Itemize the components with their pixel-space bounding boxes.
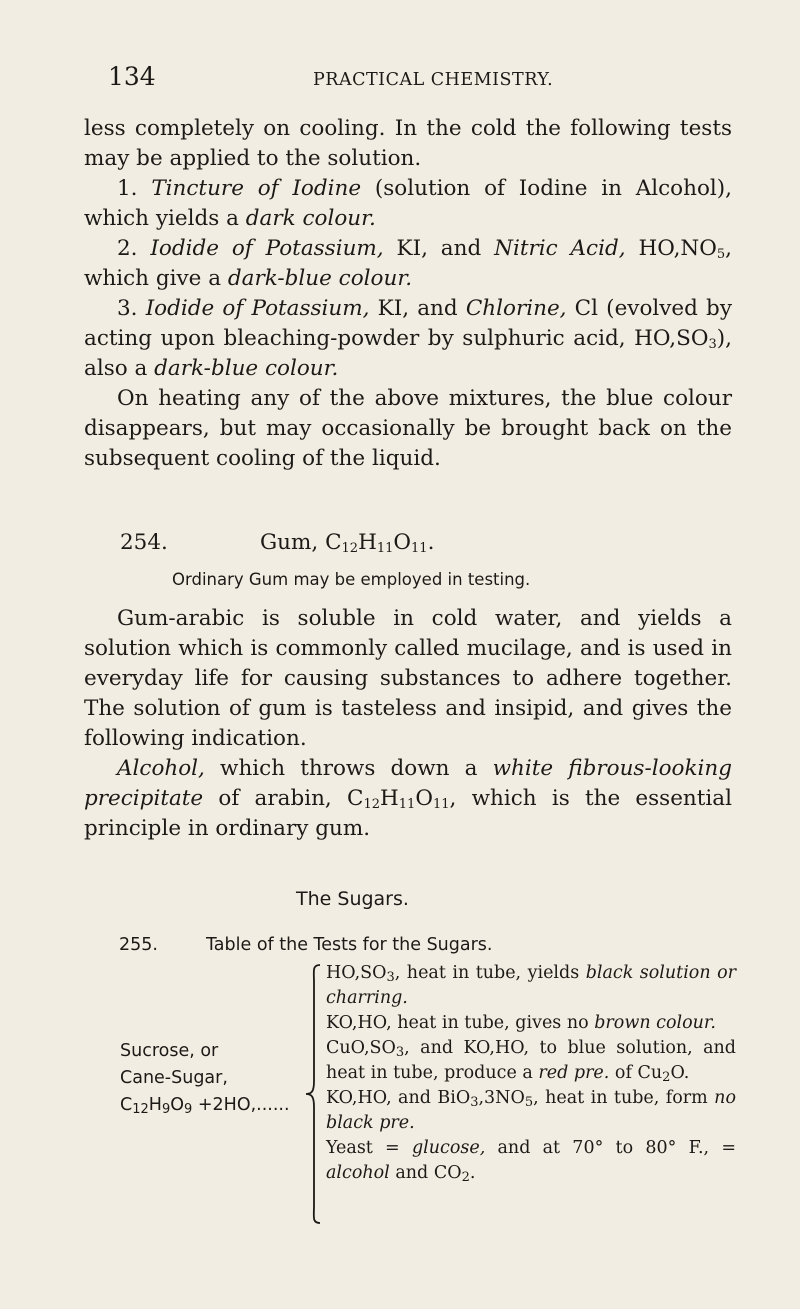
gum-formula: Gum, $C_{12}H_{11}O_{11}$.	[260, 530, 435, 556]
page-number: 134	[108, 62, 156, 91]
table-number: 255.	[119, 935, 158, 955]
test-item-1: 1. Tincture of Iodine (solution of Iodine in Alcohol), which yields a dark colour.	[84, 176, 733, 231]
test-row-5: Yeast = glucose, and at 70° to 80° F., = alcohol and $CO_2$.	[326, 1138, 737, 1185]
brace-bracket	[302, 963, 324, 1225]
test-item-3: 3. Iodide of Potassium, KI, and Chlorine, Cl (evolved by acting upon bleaching-powder by sulphuric acid, $HO,SO_3$), also a dark-blue colour.	[84, 296, 732, 381]
test-row-4: KO,HO, and $BiO_3,3NO_5$, heat in tube, form no black pre.	[326, 1088, 736, 1133]
test-item-2: 2. Iodide of Potassium, KI, and Nitric Acid, $HO,NO_5$, which give a dark-blue colour.	[84, 236, 732, 291]
iodine-tests-block	[84, 114, 732, 474]
running-title: PRACTICAL CHEMISTRY.	[313, 70, 554, 90]
test-row-2: KO,HO, heat in tube, gives no brown colour.	[326, 1013, 716, 1033]
sugars-heading: The Sugars.	[296, 888, 409, 910]
test-row-1: $HO,SO_3$, heat in tube, yields black solution or charring.	[326, 963, 736, 1008]
gum-arabic-paragraph: Gum-arabic is soluble in cold water, and yields a solution which is commonly called mucilage, and is used in everyday life for causing substances to adhere together. The solution of gum is tasteless and insipid, and gives the following indication.	[84, 606, 732, 751]
sugar-name-cell: Sucrose, or Cane-Sugar, $C_{12}H_9O_9 +2HO$,......	[120, 1041, 290, 1117]
test-row-3: $CuO,SO_3$, and KO,HO, to blue solution, and heat in tube, produce a red pre. of $Cu_2O$.	[326, 1038, 736, 1085]
gum-description-block	[84, 604, 732, 844]
section-number: 254.	[120, 530, 168, 555]
table-title-text: Table of the Tests for the Sugars.	[206, 935, 493, 955]
gum-note: Ordinary Gum may be employed in testing.	[172, 570, 531, 589]
sugar-tests-list	[326, 961, 736, 1186]
heating-paragraph: On heating any of the above mixtures, the blue colour disappears, but may occasionally be brought back on the subsequent cooling of the liquid.	[84, 386, 732, 471]
sucrose-formula: $C_{12}H_9O_9 +2HO$,......	[120, 1095, 290, 1117]
intro-paragraph: less completely on cooling. In the cold the following tests may be applied to the solution.	[84, 116, 732, 171]
alcohol-test-paragraph: Alcohol, which throws down a white fibrous-looking precipitate of arabin, $C_{12}H_{11}O_{11}$, which is the essential principle in ordinary gum.	[84, 756, 733, 841]
section-254-heading	[120, 530, 435, 556]
page-header	[108, 62, 708, 94]
